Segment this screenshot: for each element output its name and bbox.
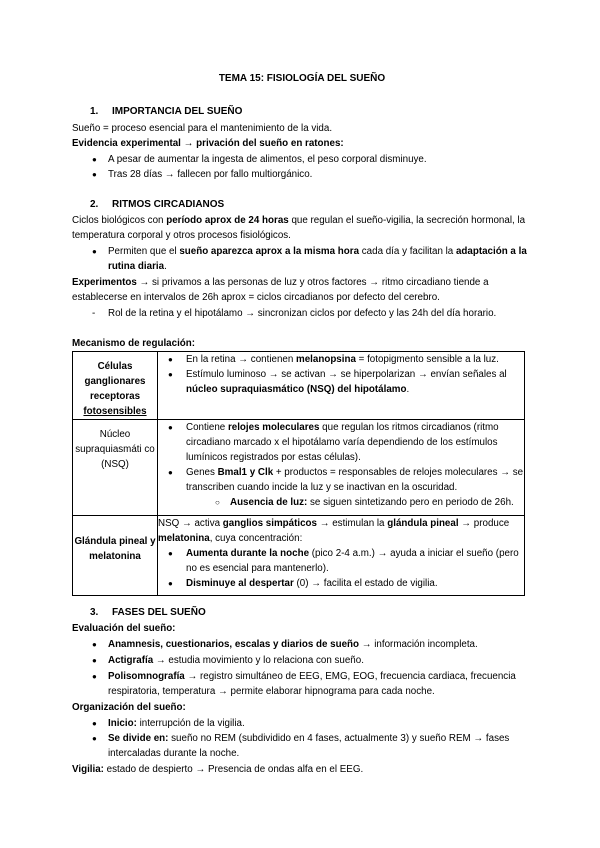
table-bullet: ● Contiene relojes moleculares que regulan los ritmos circadianos (ritmo circadiano marcado x el hipotálamo varía dependiendo de los estímulos lumínicos registrados por estas células). bbox=[158, 420, 524, 465]
bullet-item: ● Polisomnografía → registro simultáneo de EEG, EMG, EOG, frecuencia cardiaca, frecuencia respiratoria, temperatura → permite elaborar hipnograma para cada noche. bbox=[92, 669, 544, 699]
table-subbullet: ○ Ausencia de luz: se siguen sintetizando pero en periodo de 26h. bbox=[158, 495, 524, 510]
table-row-header: Células ganglionares receptoras fotosensibles bbox=[73, 352, 158, 420]
bullet-item: ● Tras 28 días → fallecen por fallo multiorgánico. bbox=[92, 167, 544, 182]
regulation-table bbox=[72, 351, 525, 596]
table-paragraph: NSQ → activa ganglios simpáticos → estimulan la glándula pineal → produce melatonina, cuya concentración: bbox=[158, 518, 510, 544]
table-bullet: ● Genes Bmal1 y Clk + productos = responsables de relojes moleculares → se transcriben cuando incide la luz y se inactivan en la oscuridad. bbox=[158, 465, 524, 495]
document-title: TEMA 15: FISIOLOGÍA DEL SUEÑO bbox=[218, 73, 386, 84]
section-3-heading bbox=[90, 605, 206, 620]
table-bullet: ● En la retina → contienen melanopsina = fotopigmento sensible a la luz. bbox=[158, 352, 524, 367]
bullet-item: ● Permiten que el sueño aparezca aprox a la misma hora cada día y facilitan la adaptación a la rutina diaria. bbox=[92, 244, 544, 274]
table-row bbox=[73, 352, 525, 420]
paragraph: Vigilia: estado de despierto → Presencia de ondas alfa en el EEG. bbox=[72, 764, 364, 775]
paragraph: Ciclos biológicos con período aprox de 24 horas que regulan el sueño-vigilia, la secreción hormonal, la temperatura corporal y otros procesos fisiológicos. bbox=[72, 215, 526, 241]
table-bullet: ● Estímulo luminoso → se activan → se hiperpolarizan → envían señales al núcleo supraquiasmático (NSQ) del hipotálamo. bbox=[158, 367, 524, 397]
paragraph: Experimentos → si privamos a las personas de luz y otros factores → ritmo circadiano tiende a establecerse en intervalos de 26h aprox = ciclos circadianos por defecto del cerebro. bbox=[72, 277, 489, 303]
table-row bbox=[73, 420, 525, 516]
paragraph: Sueño = proceso esencial para el mantenimiento de la vida. bbox=[72, 123, 333, 134]
bullet-item: ● Se divide en: sueño no REM (subdividido en 4 fases, actualmente 3) y sueño REM → fases intercaladas durante la noche. bbox=[92, 731, 544, 761]
evaluation-label: Evaluación del sueño: bbox=[72, 623, 176, 634]
dash-item: - Rol de la retina y el hipotálamo → sincronizan ciclos por defecto y las 24h del día horario. bbox=[92, 306, 544, 321]
section-title: FASES DEL SUEÑO bbox=[112, 607, 206, 618]
section-number: 1. bbox=[90, 106, 99, 117]
table-bullet: ● Aumenta durante la noche (pico 2-4 a.m.) → ayuda a iniciar el sueño (pero no es esencial para mantenerlo). bbox=[158, 546, 524, 576]
bullet-item: ● A pesar de aumentar la ingesta de alimentos, el peso corporal disminuye. bbox=[92, 152, 544, 167]
section-1-heading bbox=[90, 104, 242, 119]
table-row bbox=[73, 516, 525, 596]
section-2-heading bbox=[90, 197, 224, 212]
section-title: IMPORTANCIA DEL SUEÑO bbox=[112, 106, 243, 117]
paragraph-bold: Evidencia experimental → privación del sueño en ratones: bbox=[72, 138, 344, 149]
bullet-item: ● Inicio: interrupción de la vigilia. bbox=[92, 716, 544, 731]
mechanism-label: Mecanismo de regulación: bbox=[72, 338, 196, 349]
section-number: 2. bbox=[90, 199, 99, 210]
section-title: RITMOS CIRCADIANOS bbox=[112, 199, 225, 210]
table-cell bbox=[158, 420, 525, 516]
section-number: 3. bbox=[90, 607, 99, 618]
table-row-header: Glándula pineal y melatonina bbox=[73, 516, 158, 596]
organization-label: Organización del sueño: bbox=[72, 702, 186, 713]
table-cell bbox=[158, 352, 525, 420]
table-bullet: ● Disminuye al despertar (0) → facilita el estado de vigilia. bbox=[158, 576, 524, 591]
table-row-header: Núcleo supraquiasmáti co (NSQ) bbox=[73, 420, 158, 516]
bullet-item: ● Actigrafía → estudia movimiento y lo relaciona con sueño. bbox=[92, 653, 544, 668]
table-cell bbox=[158, 516, 525, 596]
bullet-item: ● Anamnesis, cuestionarios, escalas y diarios de sueño → información incompleta. bbox=[92, 637, 544, 652]
